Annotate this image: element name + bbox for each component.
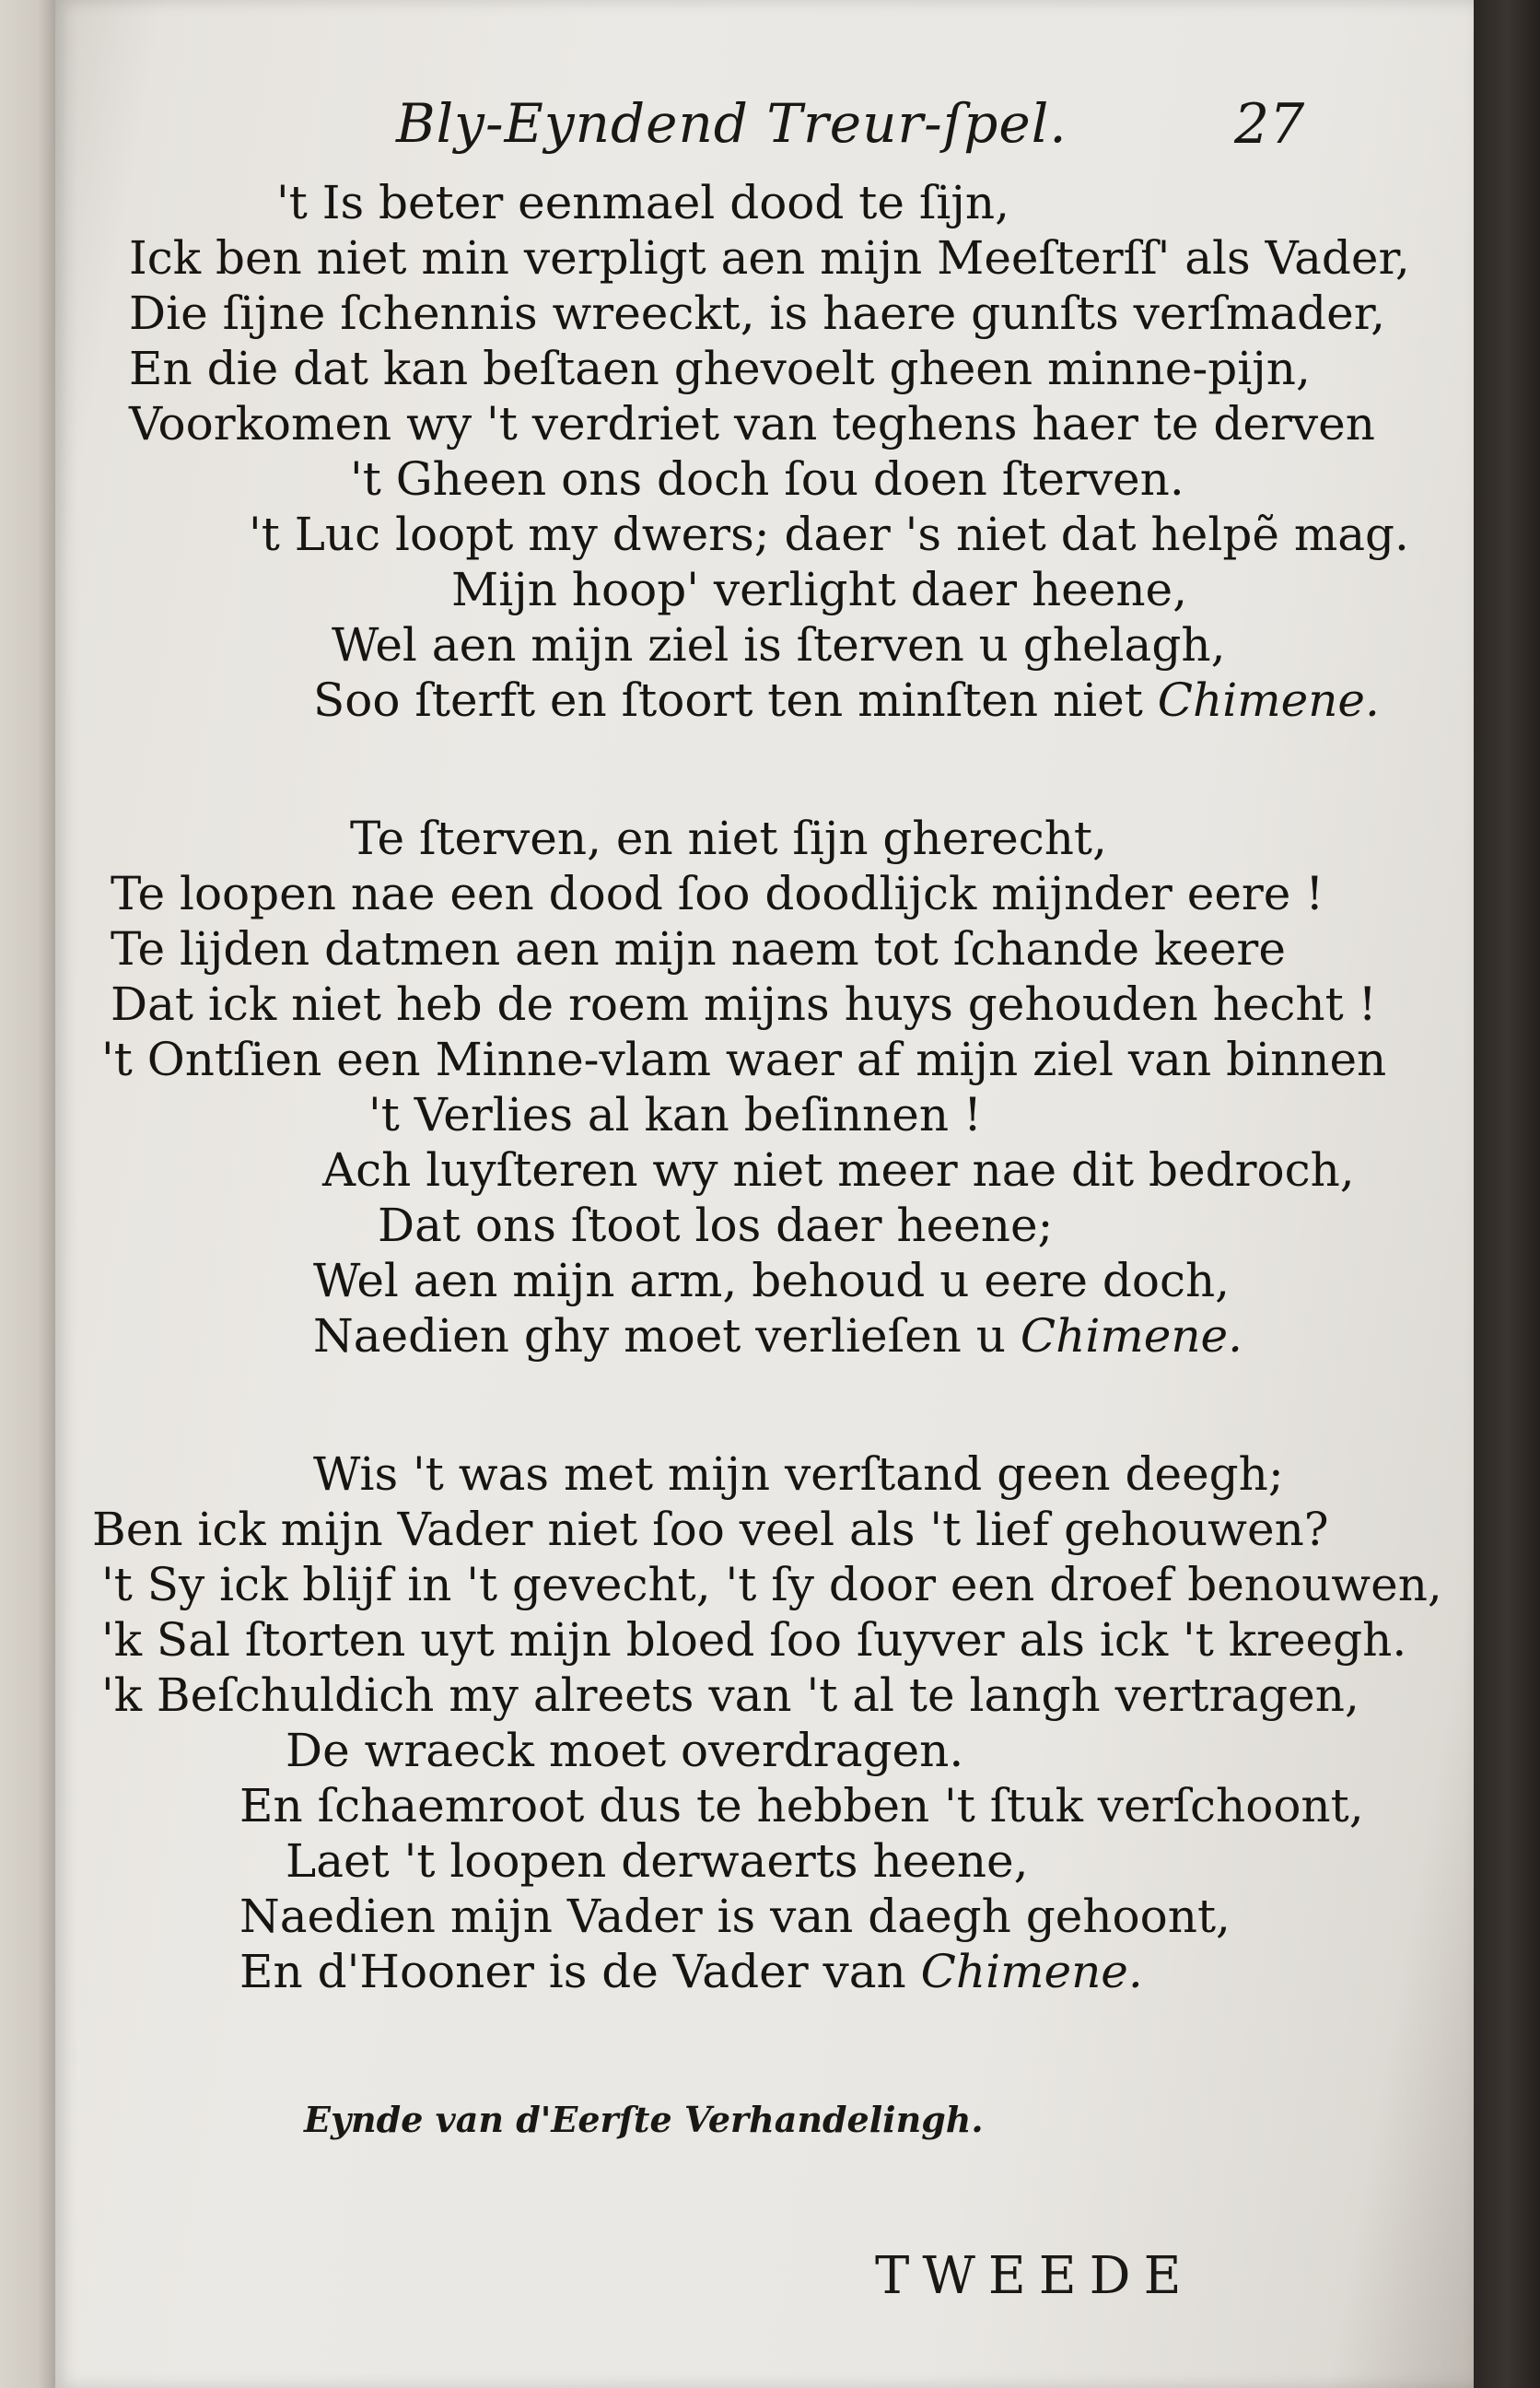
verse-line: Mijn hoop' verlight daer heene,: [451, 563, 1188, 616]
verse-line: En d'Hooner is de Vader van Chimene.: [239, 1945, 1143, 1998]
verse-line: 'k Beſchuldich my alreets van 't al te langh vertragen,: [101, 1668, 1359, 1722]
verse-line: Wel aen mijn ziel is ſterven u ghelagh,: [332, 618, 1226, 672]
verse-line: Te loopen nae een dood ſoo doodlijck mijnder eere !: [111, 867, 1324, 920]
page-edge-right: [1474, 0, 1540, 2388]
verse-line: 't Is beter eenmael dood te ſijn,: [276, 176, 1009, 229]
verse-line: Soo ſterft en ſtoort ten minſten niet Chimene.: [313, 673, 1380, 727]
verse-line: 't Sy ick blijf in 't gevecht, 't ſy door een droef benouwen,: [101, 1558, 1442, 1611]
verse-line: 't Verlies al kan beſinnen !: [368, 1088, 983, 1141]
verse-line: Naedien mijn Vader is van daegh gehoont,: [239, 1890, 1231, 1943]
verse-line: Laet 't loopen derwaerts heene,: [286, 1834, 1029, 1888]
verse-line: Ben ick mijn Vader niet ſoo veel als 't lief gehouwen?: [92, 1503, 1329, 1556]
verse-line: Ach luyſteren wy niet meer nae dit bedroch,: [322, 1143, 1355, 1197]
chimene-name: Chimene.: [1157, 673, 1380, 727]
verse-line: Naedien ghy moet verlieſen u Chimene.: [313, 1309, 1243, 1363]
page-number: 27: [1234, 92, 1305, 157]
act-ending-note: Eynde van d'Eerſte Verhandelingh.: [304, 2099, 984, 2140]
chimene-name: Chimene.: [920, 1945, 1143, 1998]
verse-line: Die ſijne ſchennis wreeckt, is haere gunſts verſmader,: [129, 287, 1386, 340]
running-title: Bly-Eyndend Treur-ſpel.: [396, 92, 1068, 155]
verse-line: 't Luc loopt my dwers; daer 's niet dat helpẽ mag.: [249, 508, 1409, 561]
verse-line: En die dat kan beſtaen ghevoelt gheen minne-pijn,: [129, 342, 1311, 395]
verse-line: Dat ick niet heb de roem mijns huys gehouden hecht !: [111, 977, 1377, 1031]
verse-line: De wraeck moet overdragen.: [286, 1724, 964, 1777]
verse-line: Dat ons ſtoot los daer heene;: [378, 1199, 1054, 1252]
verse-line: 't Gheen ons doch ſou doen ſterven.: [350, 452, 1184, 506]
verse-line: Wel aen mijn arm, behoud u eere doch,: [313, 1254, 1231, 1307]
running-head: [0, 92, 1540, 175]
verse-line: 'k Sal ſtorten uyt mijn bloed ſoo ſuyver als ick 't kreegh.: [101, 1613, 1407, 1667]
verse-line: Wis 't was met mijn verſtand geen deegh;: [313, 1447, 1284, 1501]
verse-line: Te lijden datmen aen mijn naem tot ſchande keere: [111, 922, 1286, 976]
verse-line: En ſchaemroot dus te hebben 't ſtuk verſchoont,: [239, 1779, 1364, 1832]
verse-line: Ick ben niet min verpligt aen mijn Meeſterſſ' als Vader,: [129, 231, 1410, 285]
chimene-name: Chimene.: [1020, 1309, 1243, 1363]
catchword: TWEEDE: [875, 2246, 1195, 2306]
verse-line: 't Ontſien een Minne-vlam waer af mijn ziel van binnen: [101, 1033, 1387, 1086]
verse-line: Voorkomen wy 't verdriet van teghens haer te derven: [129, 397, 1375, 451]
verse-line: Te ſterven, en niet ſijn gherecht,: [350, 812, 1107, 865]
